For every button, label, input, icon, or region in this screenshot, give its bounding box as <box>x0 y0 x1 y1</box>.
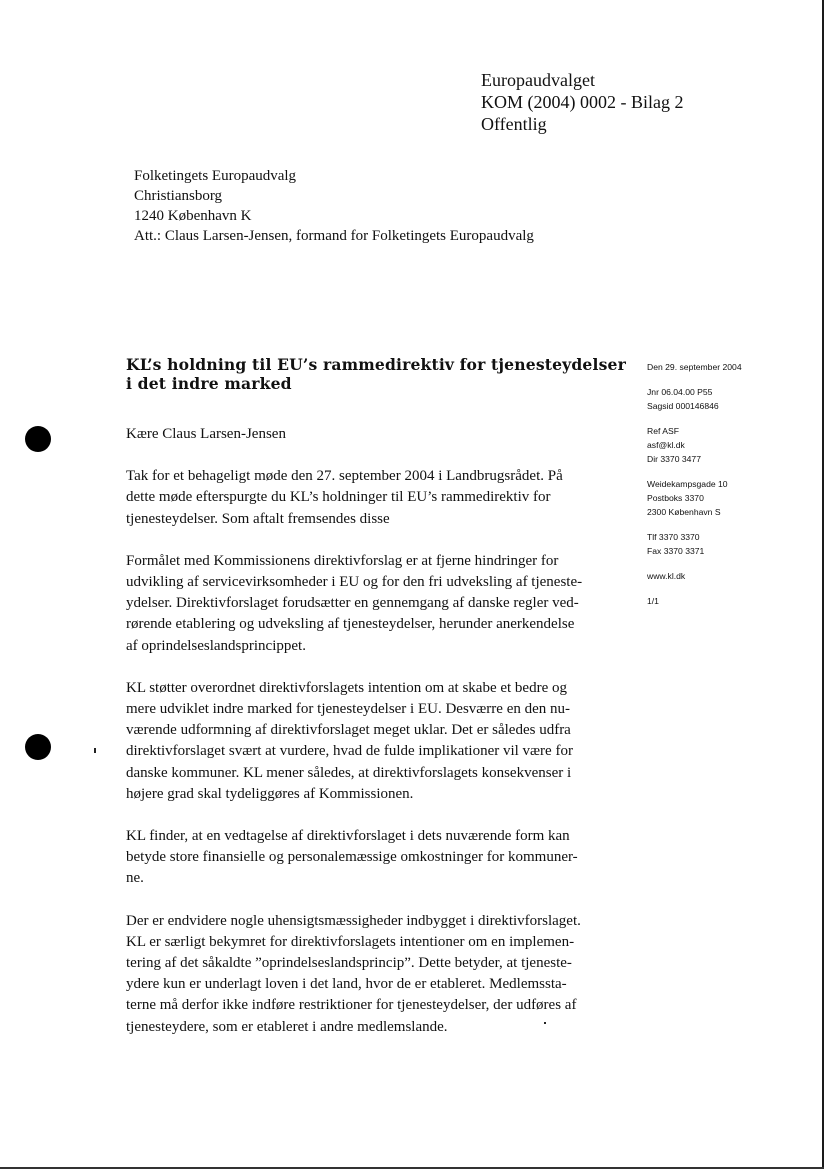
recipient-building: Christiansborg <box>134 188 223 204</box>
case-id: Sagsid 000146846 <box>647 401 719 411</box>
document-stamp <box>481 69 683 135</box>
recipient-address <box>134 166 534 246</box>
sender-email: asf@kl.dk <box>647 440 685 450</box>
stamp-committee: Europaudvalget <box>481 70 595 90</box>
letter-paragraph: Der er endvidere nogle uhensigtsmæssigheder indbygget i direktivforslaget. KL er særligt bekymret for direktivforslagets intentioner om en implemen- tering af det såkaldte ”oprindelseslandsprincip”. Dette betyder, at tjeneste- ydere kun er underlagt loven i det land, hvor de er etableret. Medlemssta- terne må derfor ikke indføre restriktioner for tjenesteydelser, der udføres af tjenesteydere, som er etableret i andre medlemslande. <box>126 912 581 1035</box>
journal-number: Jnr 06.04.00 P55 <box>647 387 713 397</box>
sender-details <box>647 360 742 608</box>
letter-body <box>126 424 606 1059</box>
sender-website: www.kl.dk <box>647 571 686 581</box>
punch-hole-bottom <box>25 734 51 760</box>
letter-paragraph: KL finder, at en vedtagelse af direktivforslaget i dets nuværende form kan betyde store finansielle og personalemæssige omkostninger for kommuner- ne. <box>126 828 578 887</box>
page-number: 1/1 <box>647 596 659 606</box>
sender-reference: Ref ASF <box>647 426 679 436</box>
letter-paragraph: Formålet med Kommissionens direktivforslag er at fjerne hindringer for udvikling af servicevirksomheder i EU og for den fri udveksling af tjeneste- ydelser. Direktivforslaget forudsætter en gennemgang af danske regler ved- rørende etablering og udveksling af tjenesteydelser, herunder anerkendelse af oprindelseslandsprincippet. <box>126 552 583 654</box>
sender-fax: Fax 3370 3371 <box>647 546 705 556</box>
letter-paragraph: KL støtter overordnet direktivforslagets intention om at skabe et bedre og mere udviklet indre marked for tjenesteydelser i EU. Desværre en den nu- værende udformning af direktivforslaget meget uklar. Det er således udfra direktivforslaget svært at vurdere, hvad de fulde implikationer vil være for danske kommuner. KL mener således, at direktivforslagets konsekvenser i højere grad skal tydeliggøres af Kommissionen. <box>126 679 573 802</box>
letter-salutation: Kære Claus Larsen-Jensen <box>126 426 286 442</box>
sender-postbox: Postboks 3370 <box>647 493 704 503</box>
sender-city: 2300 København S <box>647 507 721 517</box>
sender-phone: Tlf 3370 3370 <box>647 532 700 542</box>
stamp-status: Offentlig <box>481 114 547 134</box>
recipient-city: 1240 København K <box>134 208 252 224</box>
letter-subject: KL’s holdning til EU’s rammedirektiv for tjenesteydelser i det indre marked <box>126 355 626 393</box>
letter-paragraph: Tak for et behageligt møde den 27. september 2004 i Landbrugsrådet. På dette møde efterspurgte du KL’s holdninger til EU’s rammedirektiv for tjenesteydelser. Som aftalt fremsendes disse <box>126 468 563 527</box>
sender-direct-phone: Dir 3370 3477 <box>647 454 701 464</box>
scan-speck <box>94 748 96 753</box>
recipient-attention: Att.: Claus Larsen-Jensen, formand for Folketingets Europaudvalg <box>134 228 534 244</box>
punch-hole-top <box>25 426 51 452</box>
stamp-reference: KOM (2004) 0002 - Bilag 2 <box>481 92 684 112</box>
letter-date: Den 29. september 2004 <box>647 362 742 372</box>
sender-street: Weidekampsgade 10 <box>647 479 728 489</box>
recipient-name: Folketingets Europaudvalg <box>134 168 297 184</box>
